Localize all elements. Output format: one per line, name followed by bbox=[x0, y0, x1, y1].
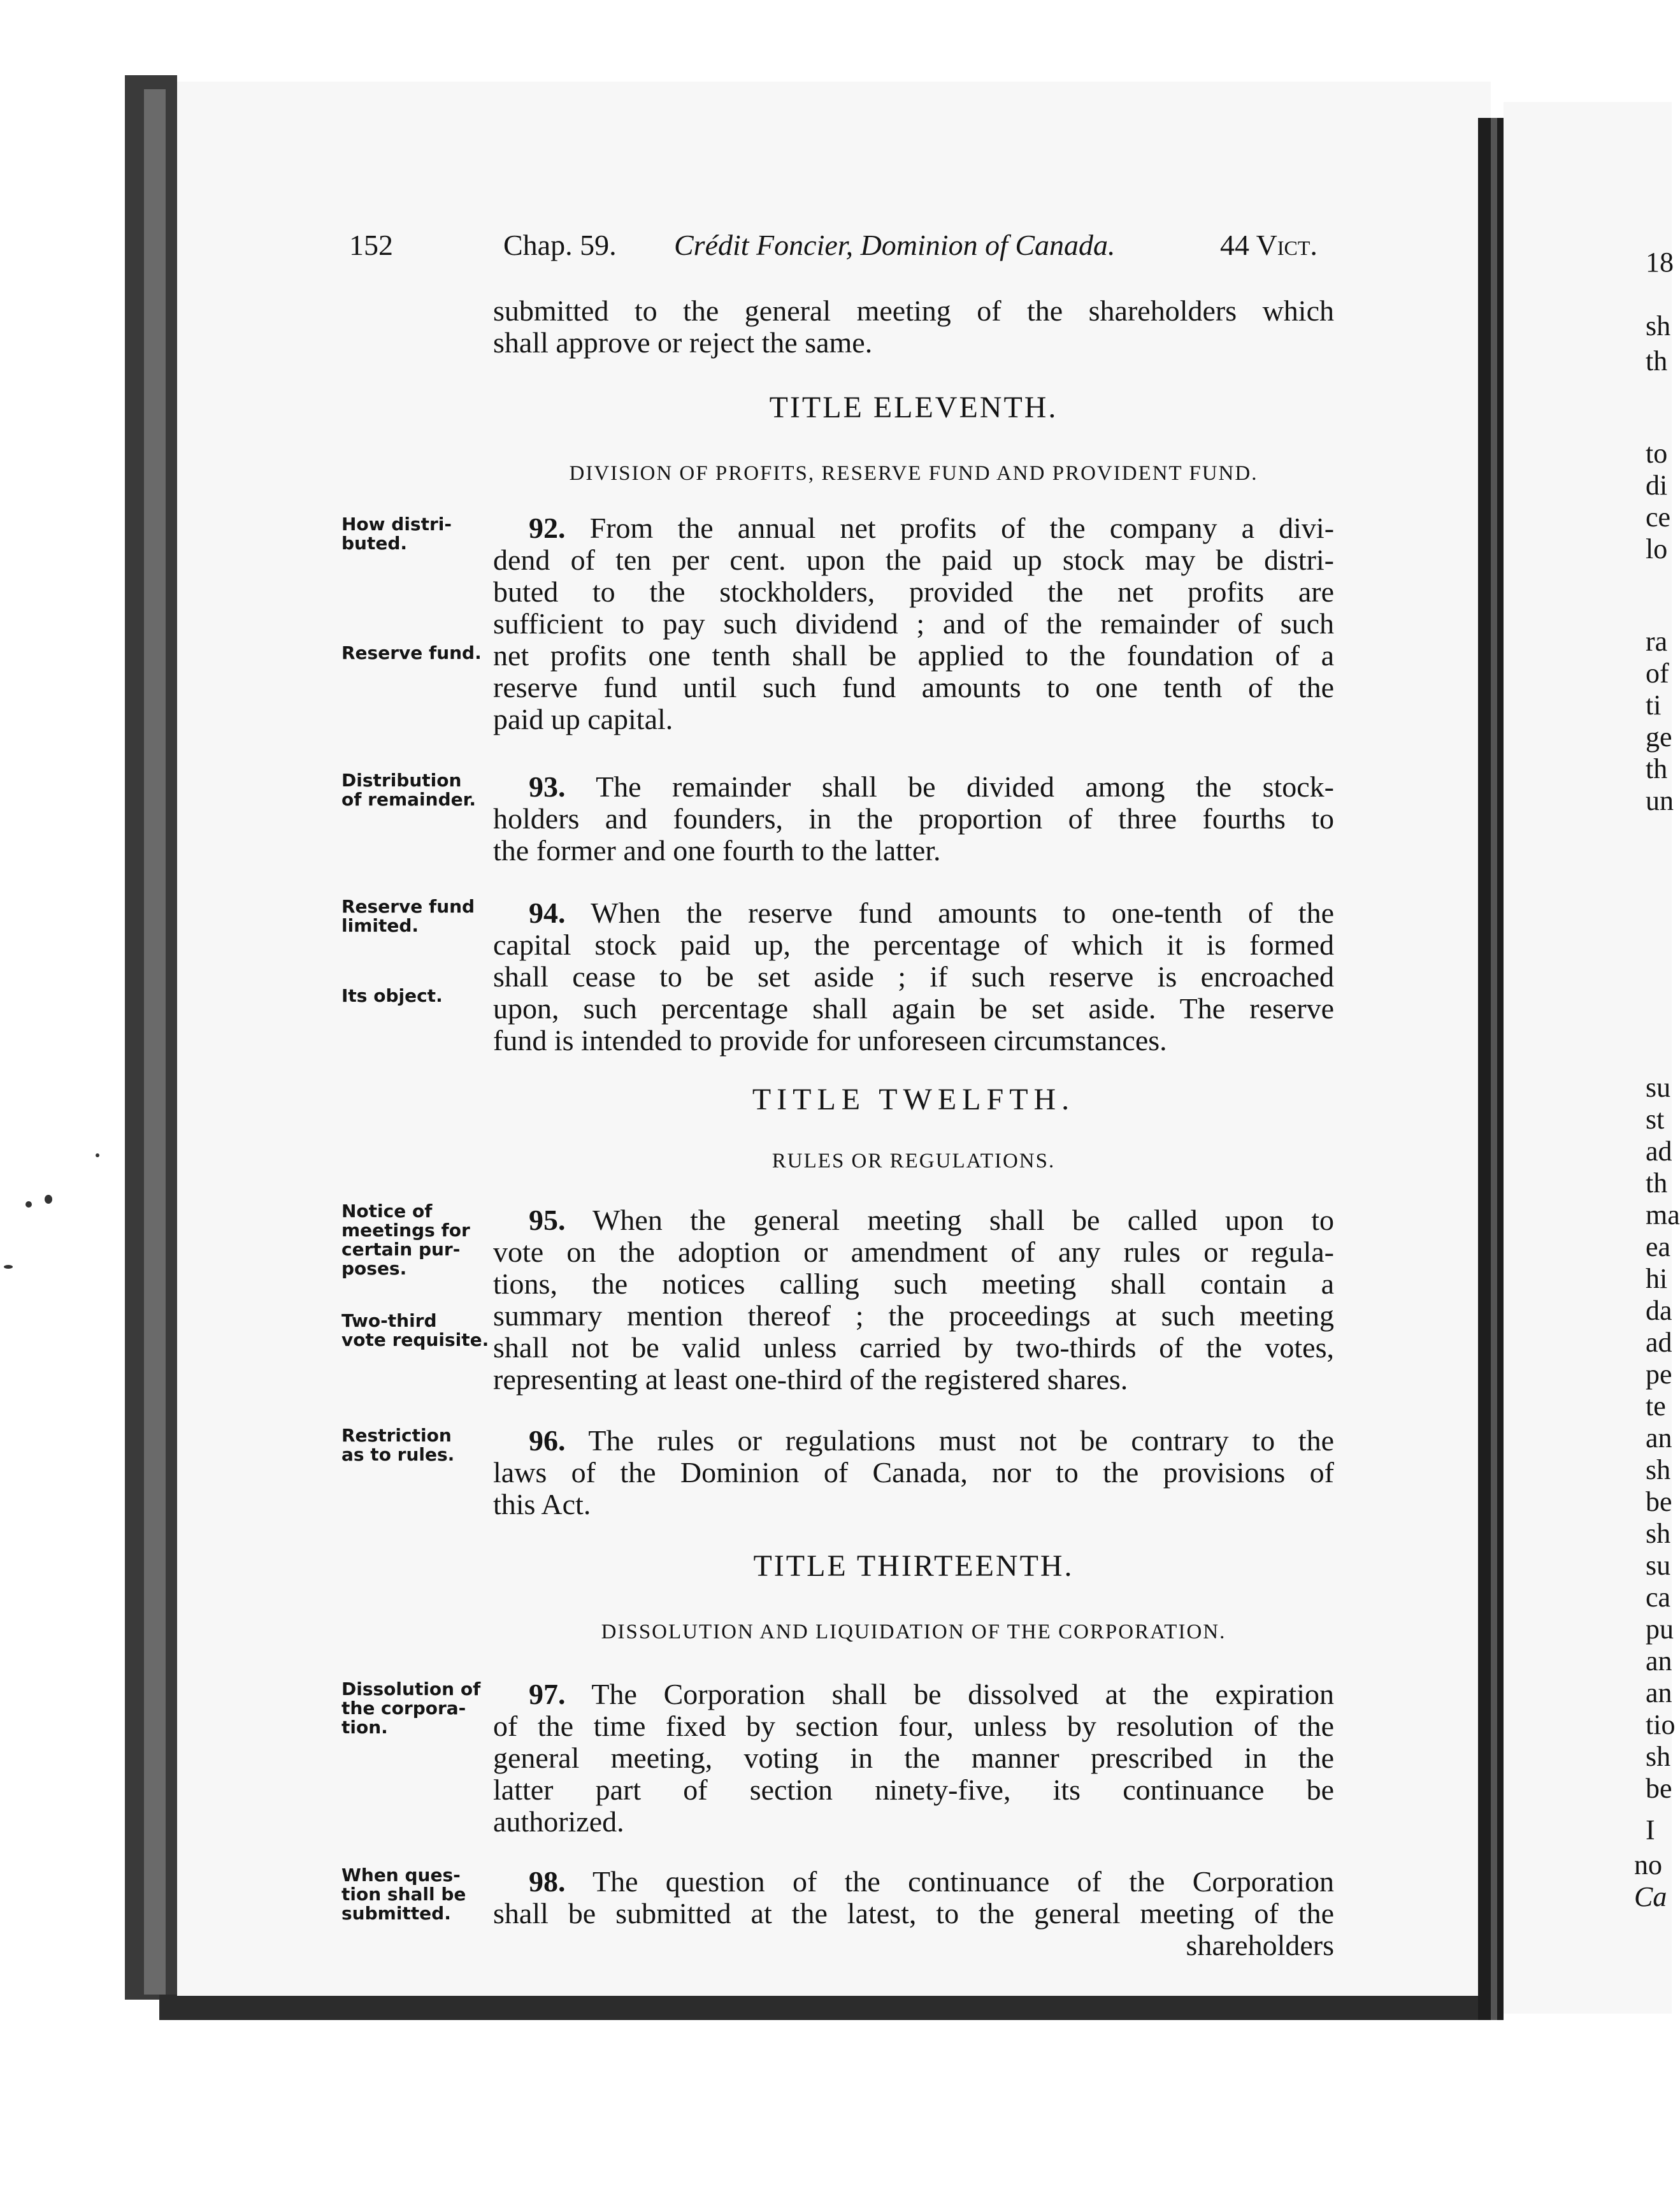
margin-note-two-third-vote: Two-third vote requisite. bbox=[341, 1310, 489, 1350]
margin-note-how-distributed: How distri- buted. bbox=[341, 514, 452, 554]
section-94-line: upon, such percentage shall again be set aside. The reserve bbox=[493, 992, 1334, 1025]
right-page-fragment: sh bbox=[1646, 310, 1671, 342]
scan-speck bbox=[96, 1153, 99, 1157]
page-number: 152 bbox=[349, 229, 393, 261]
section-97-line: latter part of section ninety-five, its continuance be bbox=[493, 1773, 1334, 1806]
text-line: shall approve or reject the same. bbox=[493, 326, 873, 359]
section-98-line: 98. The question of the continuance of the Corporation bbox=[529, 1865, 1334, 1898]
section-number: 94. bbox=[529, 897, 566, 929]
right-page-fragment: an bbox=[1646, 1422, 1672, 1454]
section-93-line: the former and one fourth to the latter. bbox=[493, 834, 941, 867]
right-page-fragment: su bbox=[1646, 1550, 1671, 1581]
right-page-fragment: tio bbox=[1646, 1709, 1676, 1740]
section-95-line: tions, the notices calling such meeting shall contain a bbox=[493, 1267, 1334, 1300]
right-page-fragment: an bbox=[1646, 1677, 1672, 1708]
section-93-line: holders and founders, in the proportion of three fourths to bbox=[493, 802, 1334, 835]
regnal-year: 44 Vict. bbox=[1220, 229, 1317, 261]
section-92-line: buted to the stockholders, provided the net profits are bbox=[493, 575, 1334, 608]
right-page-fragment: be bbox=[1646, 1486, 1672, 1517]
section-92-line: 92. From the annual net profits of the company a divi- bbox=[529, 512, 1335, 544]
right-page-fragment: th bbox=[1646, 345, 1668, 377]
right-page-fragment: da bbox=[1646, 1295, 1672, 1326]
right-page-fragment: ti bbox=[1646, 689, 1662, 721]
title-heading: TITLE ELEVENTH. bbox=[769, 391, 1058, 424]
title-subheading: DIVISION OF PROFITS, RESERVE FUND AND PROVIDENT FUND. bbox=[569, 462, 1258, 485]
margin-note-restriction-rules: Restriction as to rules. bbox=[341, 1425, 455, 1465]
right-page-fragment: sh bbox=[1646, 1741, 1671, 1772]
right-page-fragment: sh bbox=[1646, 1518, 1671, 1549]
section-96-line: this Act. bbox=[493, 1488, 591, 1520]
right-page-fragment: 18 bbox=[1646, 247, 1674, 278]
book-edge-pages bbox=[144, 89, 166, 1995]
right-page-fragment: ra bbox=[1646, 626, 1668, 657]
section-93-line: 93. The remainder shall be divided among the stock- bbox=[529, 770, 1334, 803]
title-heading: TITLE THIRTEENTH. bbox=[753, 1549, 1074, 1583]
section-97-line: general meeting, voting in the manner prescribed in the bbox=[493, 1742, 1334, 1774]
section-92-line: reserve fund until such fund amounts to one tenth of the bbox=[493, 671, 1334, 704]
scan-speck bbox=[25, 1201, 32, 1208]
right-page-fragment: lo bbox=[1646, 533, 1668, 565]
section-94-line: 94. When the reserve fund amounts to one-tenth of the bbox=[529, 897, 1335, 929]
section-number: 95. bbox=[529, 1204, 566, 1236]
title-subheading: DISSOLUTION AND LIQUIDATION OF THE CORPORATION. bbox=[601, 1620, 1226, 1643]
section-98-line: shall be submitted at the latest, to the general meeting of the bbox=[493, 1897, 1334, 1930]
section-number: 96. bbox=[529, 1424, 566, 1457]
scan-speck bbox=[45, 1195, 52, 1204]
section-92-line: net profits one tenth shall be applied to the foundation of a bbox=[493, 639, 1334, 672]
margin-note-its-object: Its object. bbox=[341, 985, 443, 1006]
right-page-fragment: I bbox=[1646, 1814, 1655, 1845]
section-97-line: authorized. bbox=[493, 1805, 624, 1838]
right-page-fragment: Ca bbox=[1634, 1881, 1667, 1912]
title-heading: TITLE TWELFTH. bbox=[752, 1083, 1075, 1116]
right-page-fragment: st bbox=[1646, 1104, 1665, 1135]
section-95-line: shall not be valid unless carried by two-thirds of the votes, bbox=[493, 1331, 1334, 1364]
margin-note-notice-meetings: Notice of meetings for certain pur- poses. bbox=[341, 1201, 470, 1279]
section-95-line: representing at least one-third of the registered shares. bbox=[493, 1363, 1128, 1396]
margin-note-distribution-remainder: Distribution of remainder. bbox=[341, 770, 477, 810]
right-page-fragment: ca bbox=[1646, 1582, 1671, 1613]
catchword: shareholders bbox=[1186, 1929, 1334, 1961]
section-97-line: 97. The Corporation shall be dissolved at the expiration bbox=[529, 1678, 1335, 1710]
gutter-highlight bbox=[1491, 118, 1497, 2020]
right-page-fragment: ge bbox=[1646, 721, 1672, 753]
section-94-line: capital stock paid up, the percentage of which it is formed bbox=[493, 928, 1334, 961]
right-page-fragment: pe bbox=[1646, 1359, 1672, 1390]
section-number: 98. bbox=[529, 1865, 566, 1898]
right-page-fragment: un bbox=[1646, 785, 1674, 816]
right-page-fragment: te bbox=[1646, 1390, 1666, 1422]
title-subheading: RULES OR REGULATIONS. bbox=[772, 1150, 1056, 1173]
text-line: submitted to the general meeting of the shareholders which bbox=[493, 294, 1334, 327]
right-page-fragment: an bbox=[1646, 1645, 1672, 1677]
right-page-fragment: be bbox=[1646, 1773, 1672, 1804]
right-page-fragment: no bbox=[1634, 1849, 1662, 1880]
section-92-line: paid up capital. bbox=[493, 703, 673, 735]
section-95-line: 95. When the general meeting shall be called upon to bbox=[529, 1204, 1334, 1236]
right-page-fragment: sh bbox=[1646, 1454, 1671, 1485]
right-page-fragment: ma bbox=[1646, 1199, 1680, 1231]
section-94-line: shall cease to be set aside ; if such reserve is encroached bbox=[493, 960, 1334, 993]
section-96-line: laws of the Dominion of Canada, nor to the provisions of bbox=[493, 1456, 1334, 1489]
right-page-fragment: th bbox=[1646, 1167, 1668, 1199]
right-page-fragment: to bbox=[1646, 438, 1668, 469]
margin-note-dissolution: Dissolution of the corpora- tion. bbox=[341, 1678, 481, 1738]
page-shadow bbox=[159, 1995, 1497, 2020]
section-96-line: 96. The rules or regulations must not be contrary to the bbox=[529, 1424, 1334, 1457]
right-page-fragment: su bbox=[1646, 1072, 1671, 1103]
margin-note-reserve-limited: Reserve fund limited. bbox=[341, 896, 475, 936]
margin-note-when-question: When ques- tion shall be submitted. bbox=[341, 1865, 466, 1924]
section-92-line: dend of ten per cent. upon the paid up stock may be distri- bbox=[493, 544, 1334, 576]
section-95-line: vote on the adoption or amendment of any rules or regula- bbox=[493, 1236, 1334, 1268]
section-92-line: sufficient to pay such dividend ; and of the remainder of such bbox=[493, 607, 1334, 640]
section-number: 92. bbox=[529, 512, 566, 544]
section-number: 93. bbox=[529, 770, 566, 803]
right-page-fragment: ea bbox=[1646, 1231, 1671, 1262]
right-page-fragment: th bbox=[1646, 753, 1668, 784]
right-page-fragment: ad bbox=[1646, 1327, 1672, 1358]
section-94-line: fund is intended to provide for unforeseen circumstances. bbox=[493, 1024, 1167, 1057]
right-page-fragment: ce bbox=[1646, 502, 1671, 533]
scan-speck bbox=[4, 1265, 13, 1269]
right-page-fragment: di bbox=[1646, 470, 1668, 501]
section-97-line: of the time fixed by section four, unless by resolution of the bbox=[493, 1710, 1334, 1742]
right-page-fragment: of bbox=[1646, 658, 1669, 689]
chapter-label: Chap. 59. bbox=[503, 229, 617, 261]
margin-note-reserve-fund: Reserve fund. bbox=[341, 642, 482, 663]
section-number: 97. bbox=[529, 1678, 566, 1710]
right-page-fragment: pu bbox=[1646, 1613, 1674, 1645]
right-page-fragment: ad bbox=[1646, 1136, 1672, 1167]
right-page-fragment: hi bbox=[1646, 1263, 1668, 1294]
act-title: Crédit Foncier, Dominion of Canada. bbox=[674, 229, 1116, 261]
section-95-line: summary mention thereof ; the proceedings at such meeting bbox=[493, 1299, 1334, 1332]
